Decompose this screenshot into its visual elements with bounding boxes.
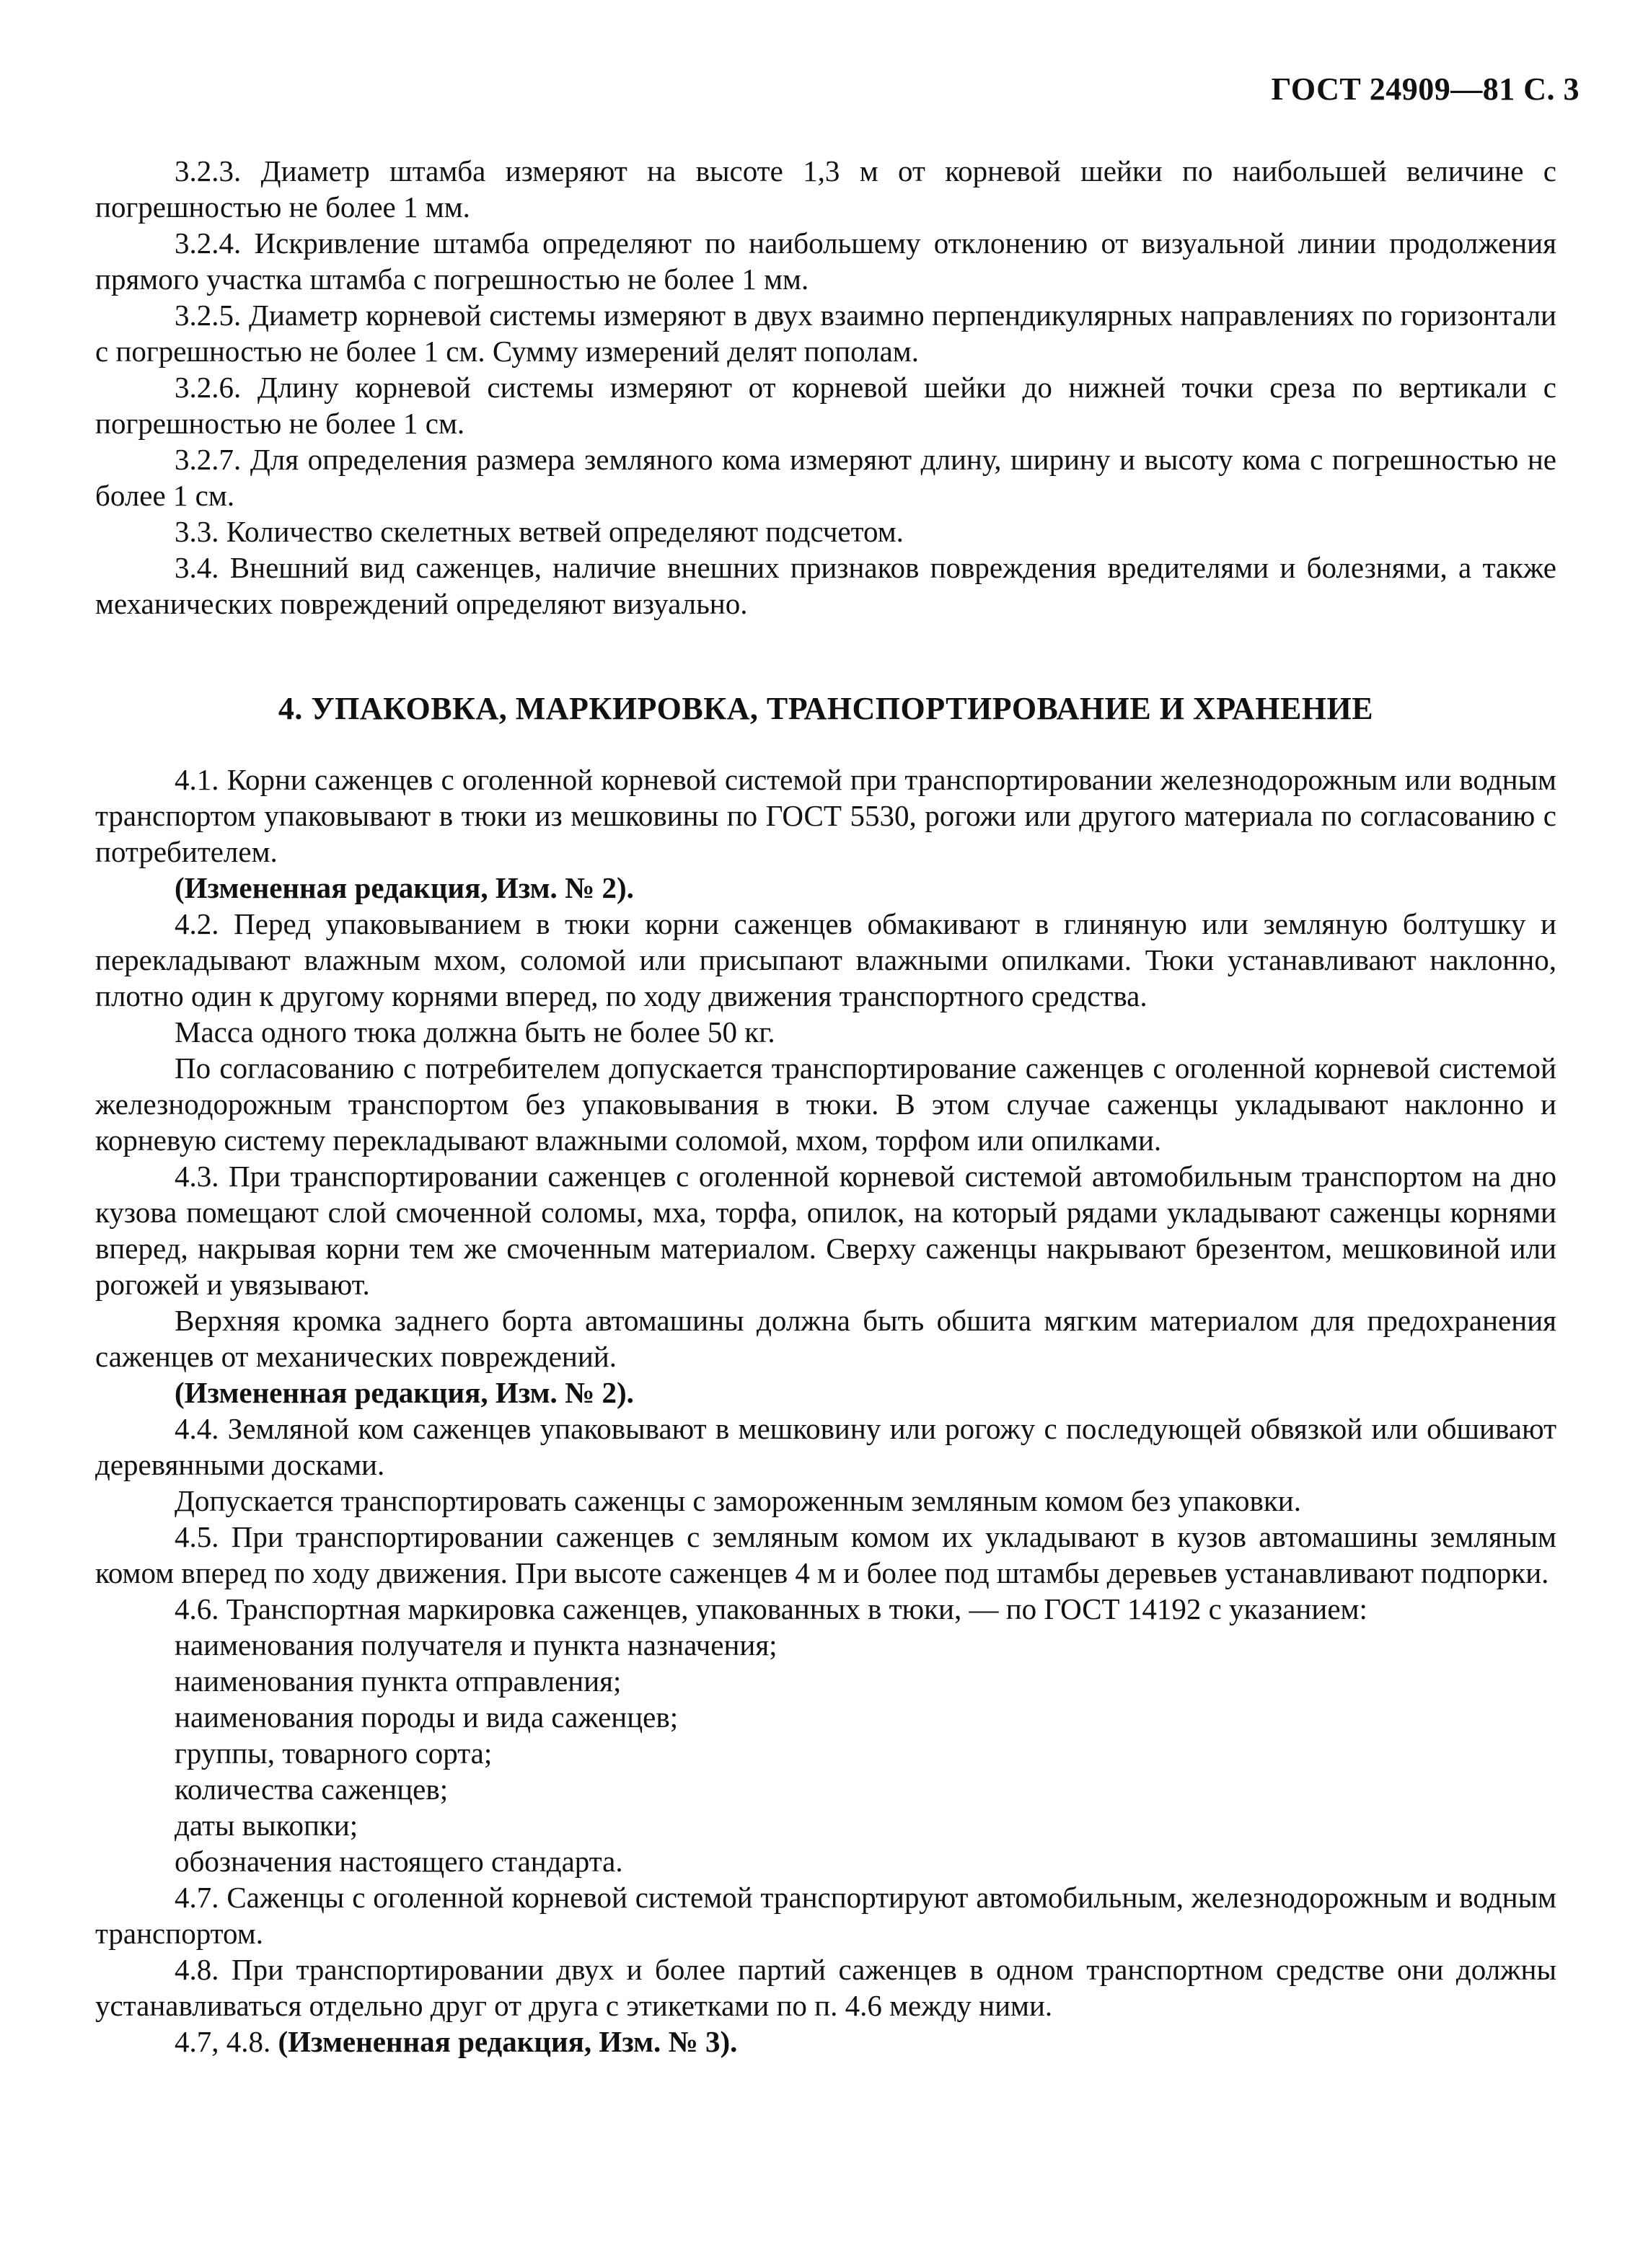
- clause-4-4: 4.4. Земляной ком саженцев упаковывают в мешковину или рогожу с последующей обвязкой или обшивают деревянными досками.: [95, 1412, 1556, 1481]
- paragraph-mass: Масса одного тюка должна быть не более 50 кг.: [175, 1015, 775, 1049]
- clause-4-1: 4.1. Корни саженцев с оголенной корневой системой при транспортировании железнодорожным или водным транспортом упаковывают в тюки из мешковины по ГОСТ 5530, рогожи или другого материала по согласованию с потребителем.: [95, 763, 1556, 868]
- clause-3-2-6: 3.2.6. Длину корневой системы измеряют от корневой шейки до нижней точки среза по вертикали с погрешностью не более 1 см.: [95, 371, 1556, 440]
- clause-3-4: 3.4. Внешний вид саженцев, наличие внешних признаков повреждения вредителями и болезнями, а также механических повреждений определяют визуально.: [95, 551, 1556, 620]
- list-item: наименования получателя и пункта назначения;: [175, 1628, 778, 1662]
- clause-3-2-7: 3.2.7. Для определения размера земляного кома измеряют длину, ширину и высоту кома с погрешностью не более 1 см.: [95, 443, 1556, 512]
- list-item: количества саженцев;: [175, 1773, 449, 1806]
- list-item: группы, товарного сорта;: [175, 1737, 493, 1770]
- clause-4-3: 4.3. При транспортировании саженцев с оголенной корневой системой автомобильным транспортом на дно кузова помещают слой смоченной соломы, мха, торфа, опилок, на который рядами укладывают саженцы корнями вперед, накрывая корни тем же смоченным материалом. Сверху саженцы накрывают брезентом, мешковиной или рогожей и увязывают.: [95, 1160, 1556, 1301]
- paragraph-tailgate: Верхняя кромка заднего борта автомашины должна быть обшита мягким материалом для предохранения саженцев от механических повреждений.: [95, 1304, 1556, 1373]
- clause-3-3: 3.3. Количество скелетных ветвей определяют подсчетом.: [175, 515, 904, 548]
- document-body: [95, 153, 1556, 2060]
- section-4-heading: 4. УПАКОВКА, МАРКИРОВКА, ТРАНСПОРТИРОВАНИЕ И ХРАНЕНИЕ: [278, 691, 1374, 726]
- list-item: даты выкопки;: [175, 1809, 358, 1842]
- amendment-note-final: [95, 2024, 1556, 2060]
- amendment-note: (Измененная редакция, Изм. № 2).: [175, 1376, 634, 1409]
- clause-4-5: 4.5. При транспортировании саженцев с земляным комом их укладывают в кузов автомашины земляным комом вперед по ходу движения. При высоте саженцев 4 м и более под штамбы деревьев устанавливают подпорки.: [95, 1520, 1556, 1589]
- page-header: ГОСТ 24909—81 С. 3: [1271, 71, 1580, 107]
- clause-4-8: 4.8. При транспортировании двух и более партий саженцев в одном транспортном средстве они должны устанавливаться отдельно друг от друга с этикетками по п. 4.6 между ними.: [95, 1953, 1556, 2022]
- paragraph-agreement: По согласованию с потребителем допускается транспортирование саженцев с оголенной корневой системой железнодорожным транспортом без упаковывания в тюки. В этом случае саженцы укладывают наклонно и корневую систему перекладывают влажными соломой, мхом, торфом или опилками.: [95, 1051, 1556, 1157]
- clause-4-7: 4.7. Саженцы с оголенной корневой системой транспортируют автомобильным, железнодорожным и водным транспортом.: [95, 1881, 1556, 1950]
- clause-3-2-3: 3.2.3. Диаметр штамба измеряют на высоте 1,3 м от корневой шейки по наибольшей величине с погрешностью не более 1 мм.: [95, 154, 1556, 224]
- clause-3-2-4: 3.2.4. Искривление штамба определяют по наибольшему отклонению от визуальной линии продолжения прямого участка штамба с погрешностью не более 1 мм.: [95, 226, 1556, 296]
- clause-4-2: 4.2. Перед упаковыванием в тюки корни саженцев обмакивают в глиняную или земляную болтушку и перекладывают влажным мхом, соломой или присыпают влажными опилками. Тюки устанавливают наклонно, плотно один к другому корнями вперед, по ходу движения транспортного средства.: [95, 907, 1556, 1012]
- amendment-text: (Измененная редакция, Изм. № 3).: [278, 2025, 738, 2058]
- list-item: наименования породы и вида саженцев;: [175, 1700, 679, 1734]
- list-item: наименования пункта отправления;: [175, 1664, 622, 1698]
- amendment-note: (Измененная редакция, Изм. № 2).: [175, 871, 634, 904]
- clause-3-2-5: 3.2.5. Диаметр корневой системы измеряют в двух взаимно перпендикулярных направлениях по горизонтали с погрешностью не более 1 см. Сумму измерений делят пополам.: [95, 299, 1556, 368]
- list-item: обозначения настоящего стандарта.: [175, 1845, 623, 1878]
- paragraph-frozen: Допускается транспортировать саженцы с замороженным земляным комом без упаковки.: [175, 1484, 1301, 1517]
- marking-list: [95, 1627, 1556, 1879]
- amendment-clause-ref: 4.7, 4.8.: [175, 2025, 271, 2058]
- clause-4-6: 4.6. Транспортная маркировка саженцев, упакованных в тюки, — по ГОСТ 14192 с указанием:: [175, 1592, 1367, 1625]
